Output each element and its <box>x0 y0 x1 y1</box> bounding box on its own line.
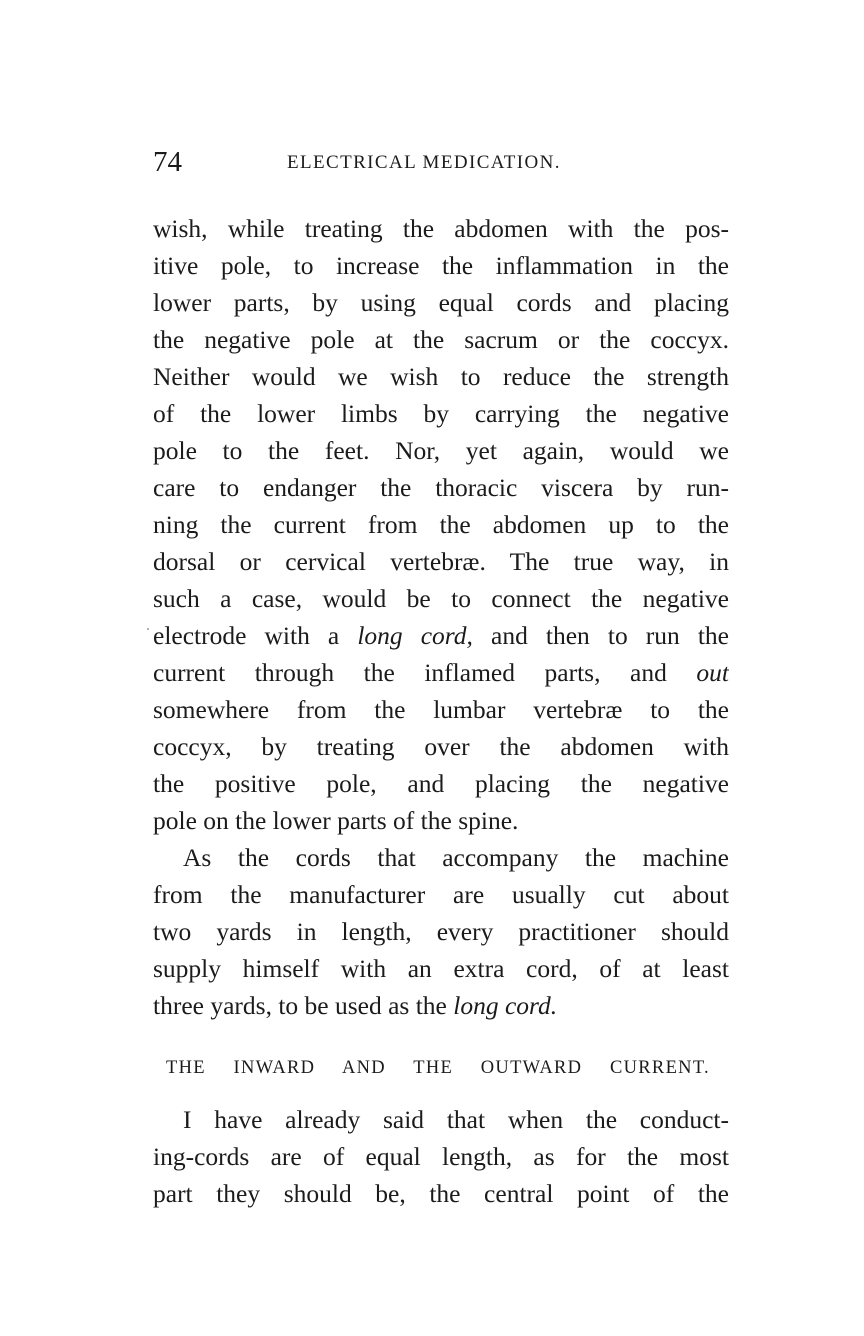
text-line: wish, while treating the abdomen with the pos- <box>153 214 729 243</box>
running-header <box>153 142 729 182</box>
text-line: ning the current from the abdomen up to the <box>153 510 729 539</box>
running-title: ELECTRICAL MEDICATION. <box>287 152 561 173</box>
italic-phrase: long cord, <box>357 621 473 650</box>
text-line: the negative pole at the sacrum or the coccyx. <box>153 325 729 354</box>
body-text-section <box>153 1101 729 1212</box>
text-line <box>153 987 729 1024</box>
paper-speck <box>147 628 149 630</box>
text-line: the positive pole, and placing the negative <box>153 769 729 798</box>
text-line: itive pole, to increase the inflammation in the <box>153 251 729 280</box>
body-text-main <box>153 210 729 1024</box>
text-line: care to endanger the thoracic viscera by run- <box>153 473 729 502</box>
text-run: current through the inflamed parts, and <box>153 658 697 687</box>
text-line: dorsal or cervical vertebræ. The true way, in <box>153 547 729 576</box>
text-run: three yards, to be used as the <box>153 991 454 1020</box>
text-line: part they should be, the central point of the <box>153 1179 729 1208</box>
paragraph-1 <box>153 210 729 839</box>
text-line: supply himself with an extra cord, of at least <box>153 954 729 983</box>
italic-phrase: long cord. <box>453 991 558 1020</box>
text-line <box>153 617 729 654</box>
text-line <box>153 654 729 691</box>
paragraph-2 <box>153 839 729 1024</box>
text-line: Neither would we wish to reduce the strength <box>153 362 729 391</box>
text-line: As the cords that accompany the machine <box>183 843 729 872</box>
text-run: and then to run the <box>472 621 729 650</box>
italic-word: out <box>696 658 729 687</box>
text-line: from the manufacturer are usually cut about <box>153 880 729 909</box>
page-number: 74 <box>153 146 182 178</box>
text-line: of the lower limbs by carrying the negative <box>153 399 729 428</box>
text-line: ing-cords are of equal length, as for the most <box>153 1142 729 1171</box>
text-line: pole on the lower parts of the spine. <box>153 806 519 835</box>
text-line: such a case, would be to connect the negative <box>153 584 729 613</box>
paragraph-3 <box>153 1101 729 1212</box>
text-line: pole to the feet. Nor, yet again, would we <box>153 436 729 465</box>
text-line: coccyx, by treating over the abdomen with <box>153 732 729 761</box>
section-heading: THE INWARD AND THE OUTWARD CURRENT. <box>166 1058 710 1078</box>
text-line: lower parts, by using equal cords and placing <box>153 288 729 317</box>
text-line: somewhere from the lumbar vertebræ to the <box>153 695 729 724</box>
text-line: two yards in length, every practitioner should <box>153 917 729 946</box>
text-run: electrode with a <box>153 621 358 650</box>
text-line: I have already said that when the conduct- <box>183 1105 729 1134</box>
